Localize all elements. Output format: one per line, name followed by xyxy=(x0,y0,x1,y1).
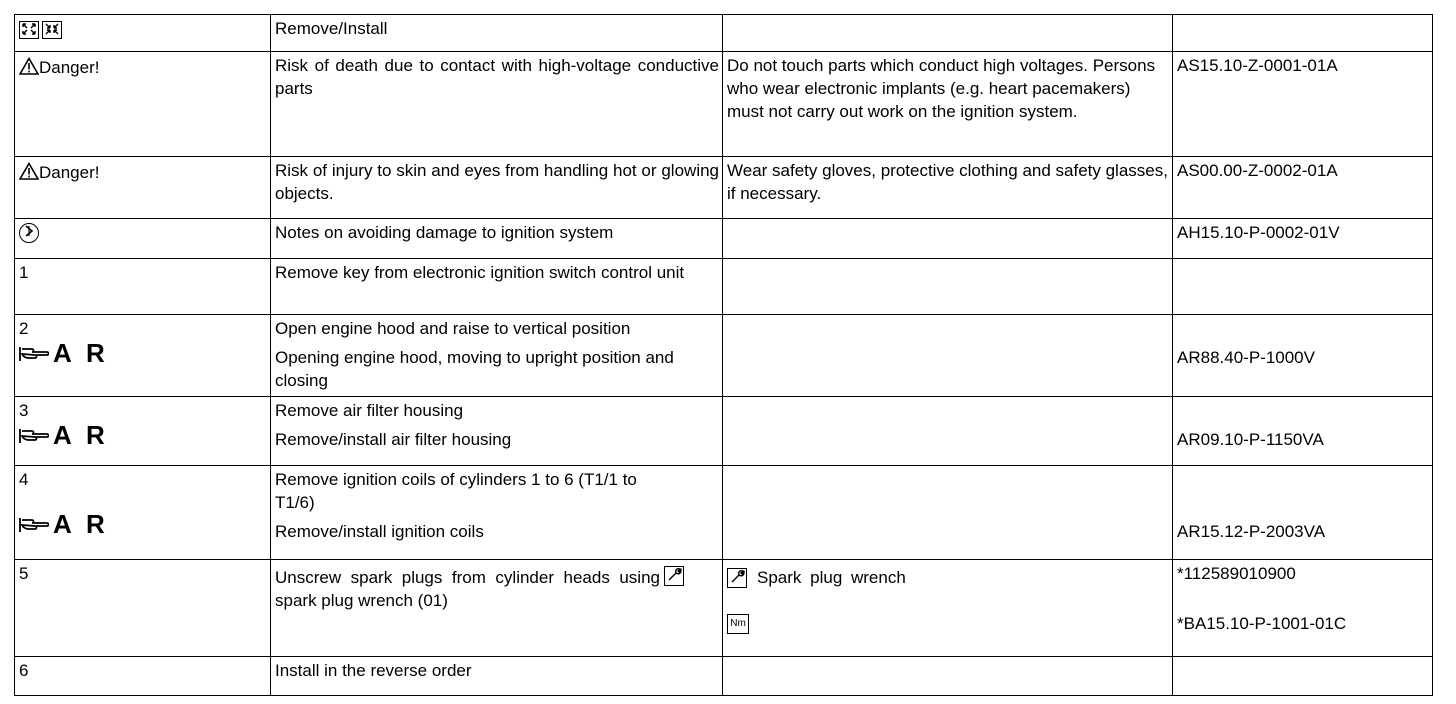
step-ref-cell xyxy=(1173,315,1433,397)
ar-reference-marker xyxy=(19,420,267,450)
ar-reference-marker xyxy=(19,509,267,539)
step-number: 3 xyxy=(19,401,29,420)
step-number: 5 xyxy=(15,560,271,657)
step-text: Install in the reverse order xyxy=(271,657,723,696)
note-row xyxy=(15,219,1433,259)
step-empty-cell xyxy=(723,259,1173,315)
step-text: Unscrew spark plugs from cylinder heads using spark plug wrench (01) xyxy=(275,568,660,610)
danger-measure: Do not touch parts which conduct high voltages. Persons who wear electronic implants (e.g. heart pacemakers) must not carry out work on the ignition system. xyxy=(723,52,1173,157)
step-number-cell xyxy=(15,397,271,466)
step-ref-cell xyxy=(1173,397,1433,466)
step-empty-cell xyxy=(723,315,1173,397)
danger-label: Danger! xyxy=(39,58,100,77)
step-row xyxy=(15,259,1433,315)
step-empty-cell xyxy=(723,657,1173,696)
step-number: 4 xyxy=(19,470,29,489)
danger-label-cell xyxy=(15,157,271,219)
ar-label: A R xyxy=(53,338,109,368)
step-number: 6 xyxy=(15,657,271,696)
ar-text: Opening engine hood, moving to upright position and closing xyxy=(275,348,674,390)
procedure-table xyxy=(14,14,1433,696)
pointing-hand-icon xyxy=(19,515,49,535)
step-row xyxy=(15,397,1433,466)
note-empty-cell xyxy=(723,219,1173,259)
step-row xyxy=(15,315,1433,397)
step-text: Remove ignition coils of cylinders 1 to 6 (T1/1 to T1/6) xyxy=(275,470,637,512)
step-text-cell xyxy=(271,560,723,657)
step-number: 2 xyxy=(19,319,29,338)
note-text: Notes on avoiding damage to ignition system xyxy=(271,219,723,259)
step-number-cell xyxy=(15,315,271,397)
tool-part-number[interactable]: *112589010900 xyxy=(1177,564,1296,583)
danger-text: Risk of death due to contact with high-voltage conductive parts xyxy=(271,52,723,157)
danger-row xyxy=(15,52,1433,157)
step-row xyxy=(15,657,1433,696)
ar-label: A R xyxy=(53,509,109,539)
warning-triangle-icon xyxy=(19,162,39,186)
pointing-hand-icon xyxy=(19,426,49,446)
header-icons-cell xyxy=(15,15,271,52)
ar-text: Remove/install ignition coils xyxy=(275,522,484,541)
tool-cell xyxy=(723,560,1173,657)
step-text-cell xyxy=(271,397,723,466)
tool-ref-cell xyxy=(1173,560,1433,657)
tool-wrench-icon xyxy=(727,568,747,588)
ar-document-ref[interactable]: AR88.40-P-1000V xyxy=(1177,348,1315,367)
note-ref: AH15.10-P-0002-01V xyxy=(1173,219,1433,259)
danger-ref: AS00.00-Z-0002-01A xyxy=(1173,157,1433,219)
step-empty-cell xyxy=(1173,259,1433,315)
header-row xyxy=(15,15,1433,52)
pointing-hand-icon xyxy=(19,344,49,364)
header-empty-cell xyxy=(723,15,1173,52)
danger-ref: AS15.10-Z-0001-01A xyxy=(1173,52,1433,157)
step-number: 1 xyxy=(15,259,271,315)
step-number-cell xyxy=(15,466,271,560)
step-empty-cell xyxy=(723,397,1173,466)
step-row xyxy=(15,560,1433,657)
note-icon-cell xyxy=(15,219,271,259)
step-text-cell xyxy=(271,466,723,560)
collapse-icon xyxy=(42,21,62,39)
warning-triangle-icon xyxy=(19,57,39,81)
torque-ref[interactable]: *BA15.10-P-1001-01C xyxy=(1177,614,1347,633)
note-circle-icon xyxy=(19,223,39,243)
ar-document-ref[interactable]: AR15.12-P-2003VA xyxy=(1177,522,1326,541)
tool-name: Spark plug wrench xyxy=(757,568,906,587)
step-text: Remove key from electronic ignition switch control unit xyxy=(271,259,723,315)
danger-text: Risk of injury to skin and eyes from handling hot or glowing objects. xyxy=(271,157,723,219)
step-empty-cell xyxy=(1173,657,1433,696)
danger-row xyxy=(15,157,1433,219)
step-text: Open engine hood and raise to vertical position xyxy=(275,319,631,338)
step-text: Remove air filter housing xyxy=(275,401,464,420)
step-empty-cell xyxy=(723,466,1173,560)
tool-wrench-icon xyxy=(664,566,684,586)
footer-rule xyxy=(14,695,38,696)
step-row xyxy=(15,466,1433,560)
header-title: Remove/Install xyxy=(271,15,723,52)
ar-label: A R xyxy=(53,420,109,450)
step-ref-cell xyxy=(1173,466,1433,560)
danger-label: Danger! xyxy=(39,163,100,182)
ar-document-ref[interactable]: AR09.10-P-1150VA xyxy=(1177,430,1324,449)
danger-measure: Wear safety gloves, protective clothing and safety glasses, if necessary. xyxy=(723,157,1173,219)
step-text-cell xyxy=(271,315,723,397)
torque-nm-icon: Nm xyxy=(727,614,749,634)
header-empty-cell xyxy=(1173,15,1433,52)
ar-reference-marker xyxy=(19,338,267,368)
ar-text: Remove/install air filter housing xyxy=(275,430,512,449)
expand-icon xyxy=(19,21,39,39)
danger-label-cell xyxy=(15,52,271,157)
